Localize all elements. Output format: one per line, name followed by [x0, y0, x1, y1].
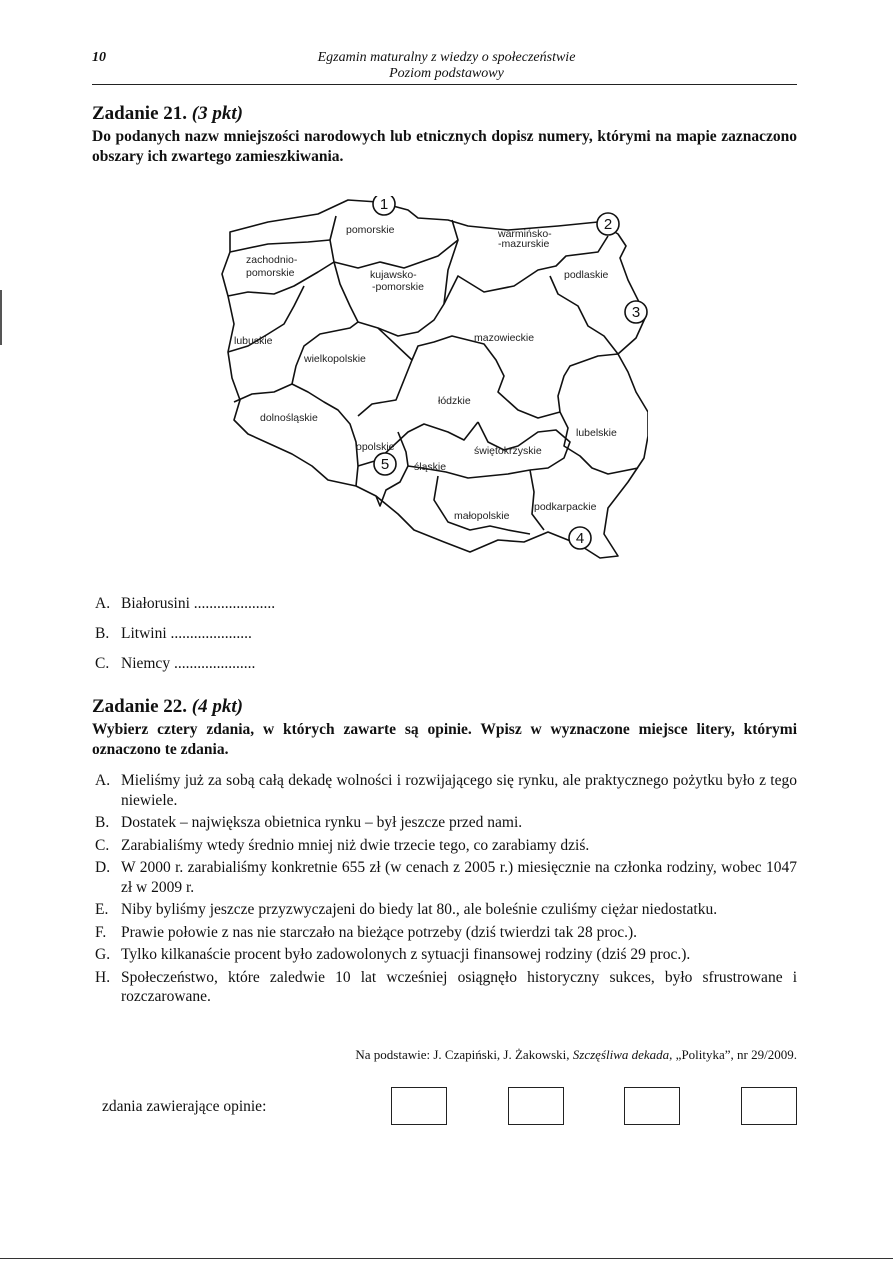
- answer-text: Niemcy .....................: [121, 655, 256, 672]
- statement-text: Prawie połowie z nas nie starczało na bieżące potrzeby (dziś twierdzi tak 28 proc.).: [121, 923, 638, 941]
- region-kujawsko-line1: kujawsko-: [370, 269, 417, 281]
- answer-belarusians: [95, 595, 275, 613]
- statement-text: Niby byliśmy jeszcze przyzwyczajeni do biedy lat 80., ale boleśnie czuliśmy ciężar niedostatku.: [121, 901, 718, 918]
- statement-letter: E.: [95, 901, 109, 918]
- task21-title: [92, 103, 243, 125]
- region-podlaskie: podlaskie: [564, 269, 609, 281]
- marker-2-label: 2: [603, 216, 613, 233]
- region-lodzkie: łódzkie: [438, 395, 471, 407]
- region-malopolskie: małopolskie: [454, 510, 510, 522]
- region-lubelskie: lubelskie: [576, 427, 617, 439]
- task21-points: (3 pkt): [191, 103, 243, 124]
- answer-text: Litwini .....................: [121, 625, 252, 642]
- region-mazowieckie: mazowieckie: [474, 332, 535, 344]
- region-podkarpackie: podkarpackie: [534, 501, 597, 513]
- statement-letter: H.: [95, 968, 111, 986]
- opinion-label: zdania zawierające opinie:: [102, 1098, 267, 1115]
- answer-box-2[interactable]: [508, 1087, 564, 1125]
- statement-letter: G.: [95, 946, 111, 963]
- region-warminsko-line1: warmińsko-: [498, 228, 552, 240]
- answer-germans: [95, 655, 255, 673]
- statement-letter: A.: [95, 772, 111, 789]
- statement-letter: F.: [95, 923, 107, 941]
- statement-letter: D.: [95, 859, 111, 876]
- marker-4: [569, 527, 591, 549]
- page-number: 10: [92, 50, 106, 65]
- marker-4-label: 4: [575, 530, 585, 547]
- region-wielkopolskie: wielkopolskie: [304, 353, 366, 365]
- marker-3: [625, 301, 647, 323]
- answer-lithuanians: [95, 625, 252, 643]
- header-rule: [92, 84, 797, 85]
- statement-letter: B.: [95, 814, 110, 831]
- statement-item: [95, 945, 797, 965]
- marker-5-label: 5: [380, 456, 390, 473]
- statement-item: [95, 813, 797, 833]
- statement-text: Tylko kilkanaście procent było zadowolonych z sytuacji finansowej rodziny (dziś 29 proc.).: [121, 946, 691, 963]
- marker-3-label: 3: [631, 304, 641, 321]
- scan-edge-mark: [0, 290, 2, 345]
- exam-title: Egzamin maturalny z wiedzy o społeczeństwie: [317, 50, 576, 65]
- statement-item: [95, 836, 797, 856]
- statement-item: [95, 923, 797, 943]
- marker-5: [374, 453, 396, 475]
- statement-text: Dostatek – największa obietnica rynku – był jeszcze przed nami.: [121, 814, 523, 831]
- poland-voivodeships-map: [208, 196, 648, 576]
- region-dolnoslaskie: dolnośląskie: [260, 412, 318, 424]
- statement-item: [95, 858, 797, 897]
- page-bottom-rule: [0, 1258, 893, 1259]
- task21-number: Zadanie 21.: [92, 103, 188, 124]
- answer-box-1[interactable]: [391, 1087, 447, 1125]
- marker-2: [597, 213, 619, 235]
- statement-item: [95, 968, 797, 1007]
- statement-letter: C.: [95, 836, 110, 854]
- source-title: Szczęśliwa dekada: [572, 1047, 670, 1062]
- exam-level: Poziom podstawowy: [389, 66, 504, 81]
- region-swietokrzyskie: świętokrzyskie: [474, 445, 542, 457]
- answer-letter: C.: [95, 655, 110, 672]
- task22-number: Zadanie 22.: [92, 696, 188, 717]
- region-opolskie: opolskie: [356, 441, 395, 453]
- task22-title: [92, 696, 243, 718]
- task22-points: (4 pkt): [191, 696, 243, 717]
- statement-text: W 2000 r. zarabialiśmy konkretnie 655 zł (w cenach z 2005 r.) miesięcznie na członka rodziny, wobec 1047 zł w 2009 r.: [121, 859, 797, 896]
- answer-letter: B.: [95, 625, 110, 642]
- marker-1: [369, 196, 395, 215]
- region-slaskie: śląskie: [414, 461, 447, 473]
- statement-item: [95, 771, 797, 810]
- answer-box-3[interactable]: [624, 1087, 680, 1125]
- region-zachodniopomorskie-line2: pomorskie: [246, 267, 295, 279]
- region-zachodniopomorskie-line1: zachodnio-: [246, 254, 298, 266]
- region-kujawsko-line2: -pomorskie: [372, 281, 424, 293]
- region-lubuskie: lubuskie: [234, 335, 273, 347]
- statement-text: Społeczeństwo, które zaledwie 10 lat wcześniej osiągnęło historyczny sukces, było sfrustrowane i rozczarowane.: [121, 968, 797, 1005]
- answer-text: Białorusini .....................: [121, 595, 276, 612]
- region-pomorskie: pomorskie: [346, 224, 395, 236]
- source-citation: [355, 1047, 797, 1063]
- task21-instruction: Do podanych nazw mniejszości narodowych lub etnicznych dopisz numery, którymi na mapie zaznaczono obszary ich zwartego zamieszkiwania.: [92, 128, 797, 165]
- answer-letter: A.: [95, 595, 111, 612]
- task22-instruction: Wybierz cztery zdania, w których zawarte są opinie. Wpisz w wyznaczone miejsce litery, którymi oznaczono te zdania.: [92, 721, 797, 758]
- statements-list: [95, 771, 797, 1010]
- statement-text: Mieliśmy już za sobą całą dekadę wolności i rozwijającego się rynku, ale praktycznego pożytku było z tego niewiele.: [121, 772, 797, 809]
- region-warminsko-line2: -mazurskie: [498, 238, 550, 250]
- answer-box-4[interactable]: [741, 1087, 797, 1125]
- source-suffix: , „Polityka”, nr 29/2009.: [669, 1047, 797, 1062]
- marker-1-label: 1: [379, 196, 389, 213]
- statement-item: [95, 900, 797, 920]
- source-prefix: Na podstawie: J. Czapiński, J. Żakowski,: [355, 1047, 573, 1062]
- statement-text: Zarabialiśmy wtedy średnio mniej niż dwie trzecie tego, co zarabiamy dziś.: [121, 836, 590, 854]
